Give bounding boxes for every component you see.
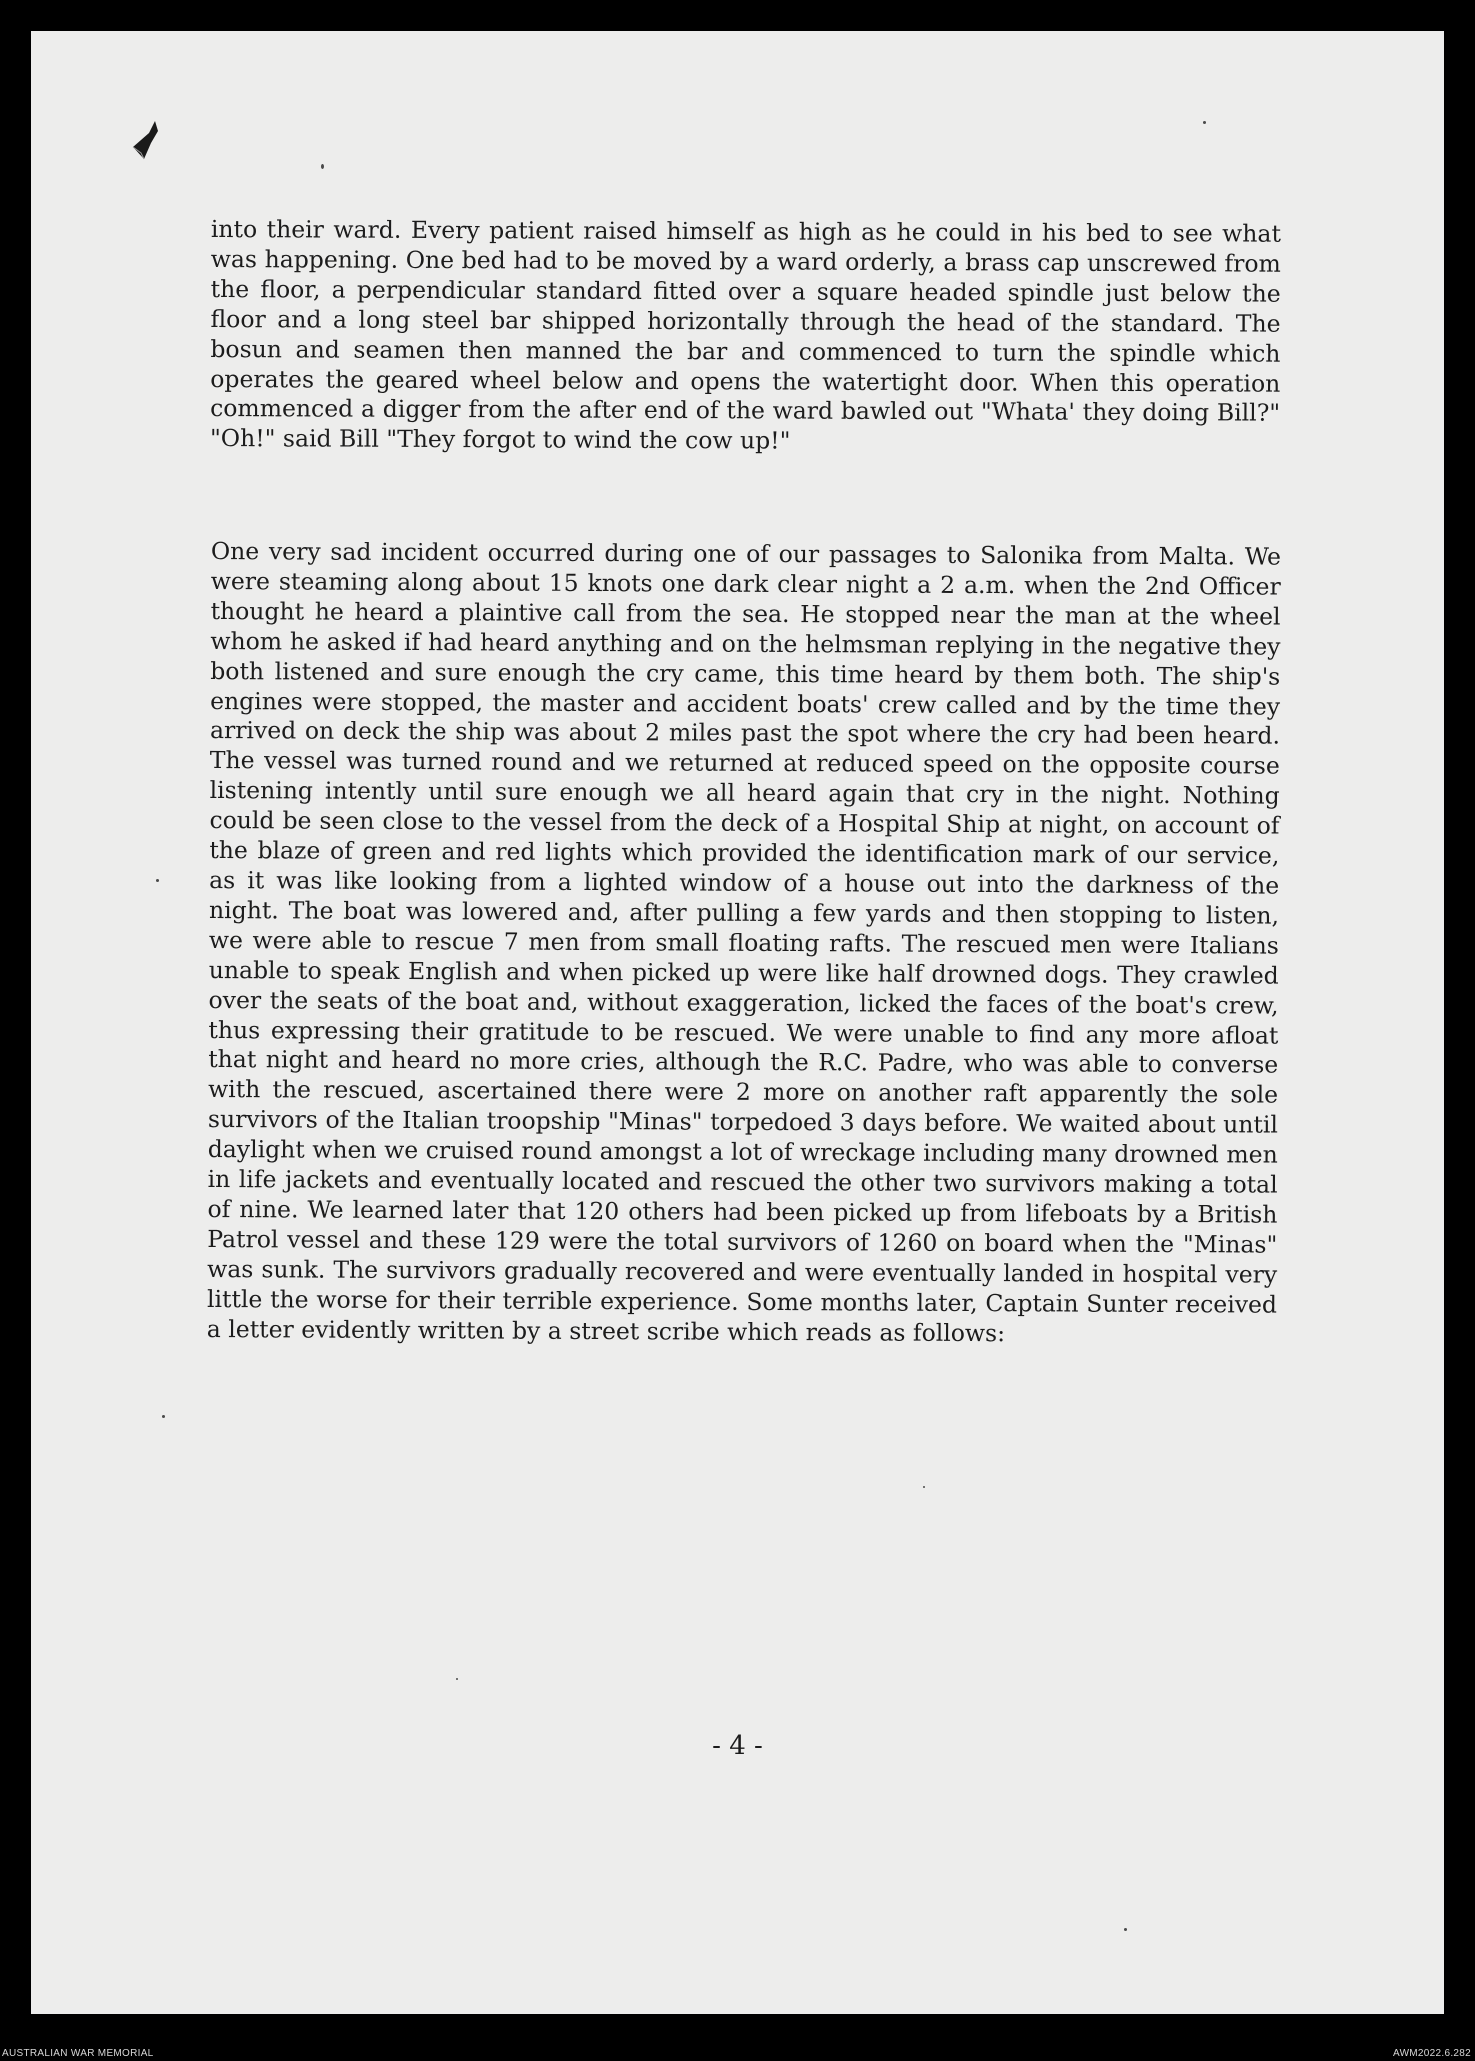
- paper-speck: [923, 1486, 925, 1488]
- paper-tear-mark: [111, 109, 171, 169]
- paper-speck: [456, 1678, 458, 1680]
- paper-speck: [321, 164, 324, 169]
- footer-catalogue-id: AWM2022.6.282: [1392, 2048, 1471, 2059]
- body-paragraph-1: into their ward. Every patient raised himself as high as he could in his bed to see what was happening. One bed had to be moved by a ward orderly, a brass cap unscrewed from the floor, a perpendicular standard fitted over a square headed spindle just below the floor and a long steel bar shipped horizontally through the head of the standard. The bosun and seamen then manned the bar and commenced to turn the spindle which operates the geared wheel below and opens the watertight door. When this operation commenced a digger from the after end of the ward bawled out "Whata' they doing Bill?" "Oh!" said Bill "They forgot to wind the cow up!": [209, 214, 1281, 455]
- body-paragraph-2: One very sad incident occurred during one of our passages to Salonika from Malta. We were steaming along about 15 knots one dark clear night a 2 a.m. when the 2nd Officer thought he heard a plaintive call from the sea. He stopped near the man at the wheel whom he asked if had heard anything and on the helmsman replying in the negative they both listened and sure enough the cry came, this time heard by them both. The ship's engines were stopped, the master and accident boats' crew called and by the time they arrived on deck the ship was about 2 miles past the spot where the cry had been heard. The vessel was turned round and we returned at reduced speed on the opposite course listening intently until sure enough we all heard again that cry in the night. Nothing could be seen close to the vessel from the deck of a Hospital Ship at night, on account of the blaze of green and red lights which provided the identification mark of our service, as it was like looking from a lighted window of a house out into the darkness of the night. The boat was lowered and, after pulling a few yards and then stopping to listen, we were able to rescue 7 men from small floating rafts. The rescued men were Italians unable to speak English and when picked up were like half drowned dogs. They crawled over the seats of the boat and, without exaggeration, licked the faces of the boat's crew, thus expressing their gratitude to be rescued. We were unable to find any more afloat that night and heard no more cries, although the R.C. Padre, who was able to converse with the rescued, ascertained there were 2 more on another raft apparently the sole survivors of the Italian troopship "Minas" torpedoed 3 days before. We waited about until daylight when we cruised round amongst a lot of wreckage including many drowned men in life jackets and eventually located and rescued the other two survivors making a total of nine. We learned later that 120 others had been picked up from lifeboats by a British Patrol vessel and these 129 were the total survivors of 1260 on board when the "Minas" was sunk. The survivors gradually recovered and were eventually landed in hospital very little the worse for their terrible experience. Some months later, Captain Sunter received a letter evidently written by a street scribe which reads as follows:: [206, 536, 1281, 1347]
- paper-speck: [1203, 121, 1206, 124]
- paper-speck: [1124, 1928, 1127, 1931]
- document-page: [31, 31, 1444, 2014]
- paper-speck: [156, 879, 159, 882]
- paper-speck: [162, 1415, 165, 1418]
- page-number: - 4 -: [712, 1731, 763, 1761]
- footer-archive-name: AUSTRALIAN WAR MEMORIAL: [2, 2048, 154, 2059]
